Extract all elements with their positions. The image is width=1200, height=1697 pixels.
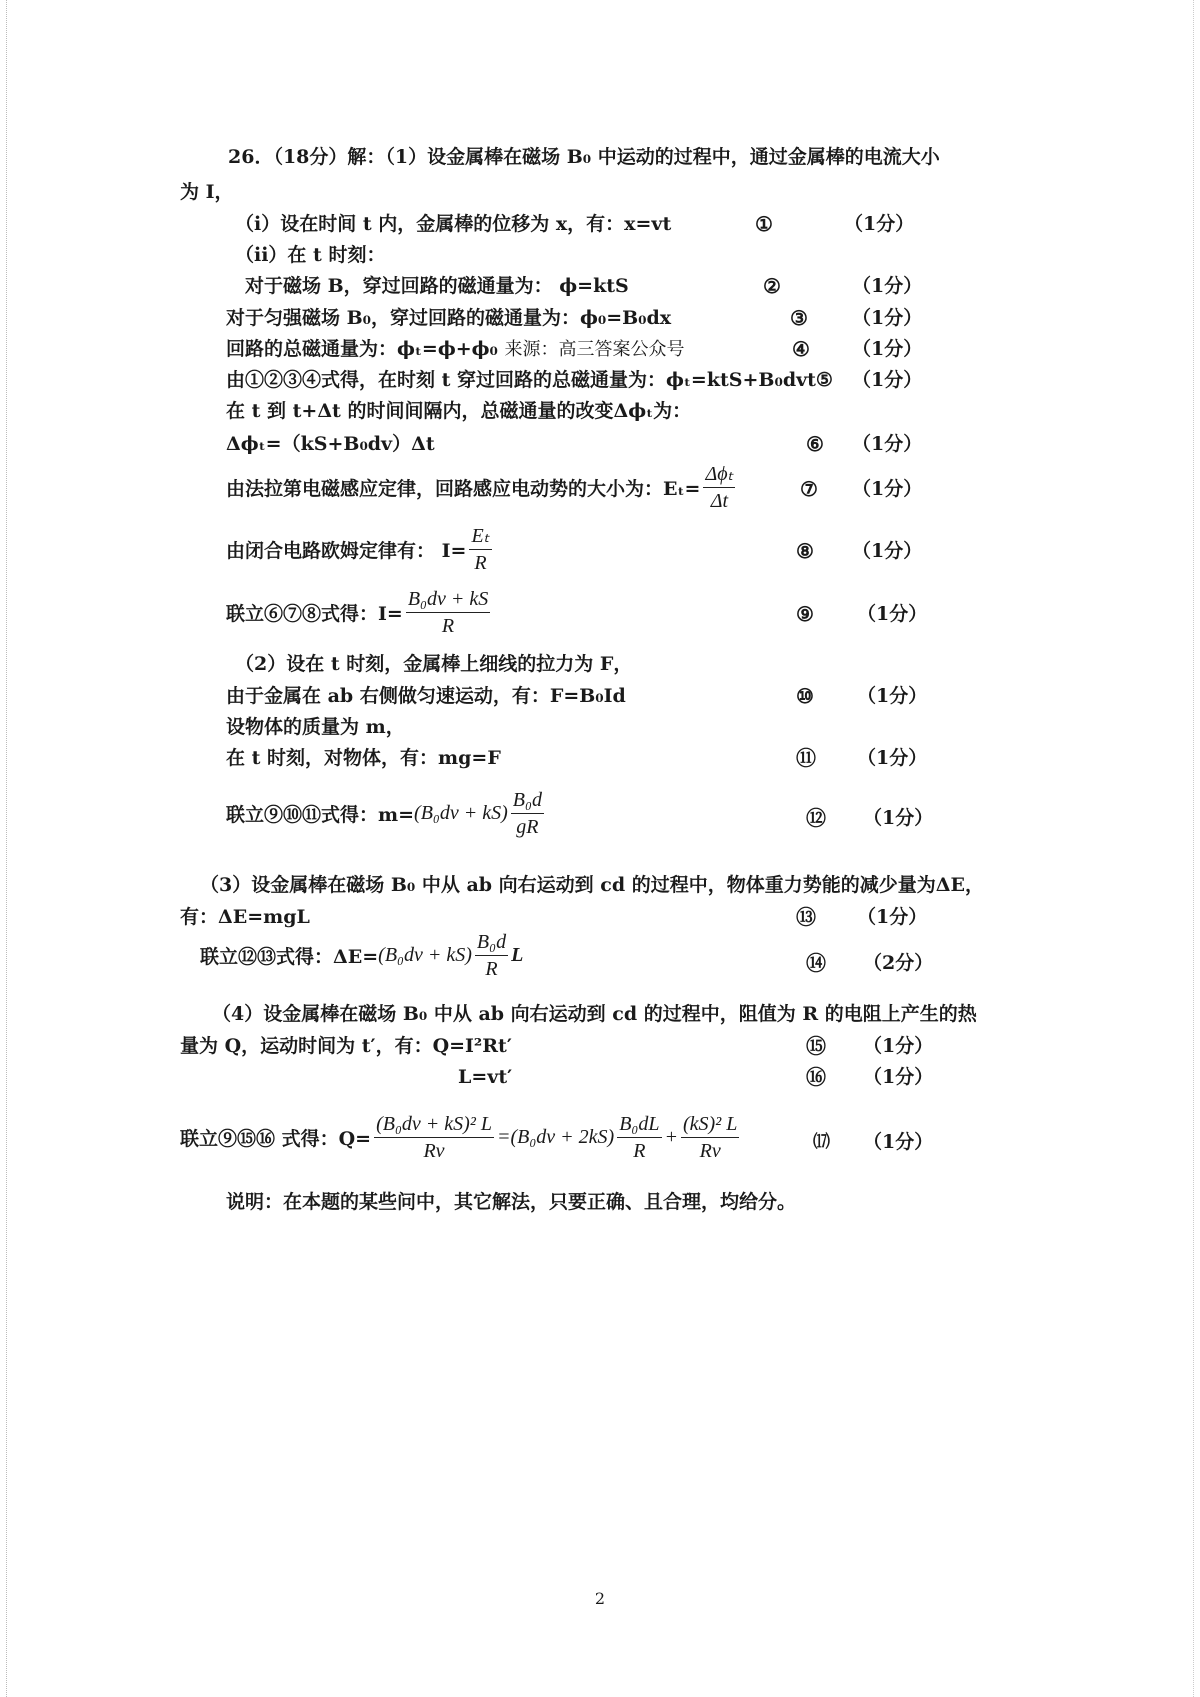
marker-8: ⑧: [796, 539, 814, 563]
part-4-intro: （4）设金属棒在磁场 B₀ 中从 ab 向右运动到 cd 的过程中，阻值为 R 的电阻上产生的热: [212, 1003, 977, 1025]
step-ii: （ii）在 t 时刻：: [235, 244, 386, 266]
energy-result-line: [200, 930, 523, 981]
score-14: （2分）: [863, 952, 934, 974]
marker-16: ⑯: [806, 1065, 826, 1089]
score-8: （1分）: [852, 540, 923, 562]
ohm-den: R: [474, 552, 487, 574]
problem-header: 26．（18分）解：（1）设金属棒在磁场 B₀ 中运动的过程中，通过金属棒的电流大小: [228, 146, 940, 168]
part-2-intro: （2）设在 t 时刻，金属棒上细线的拉力为 F，: [235, 653, 633, 675]
mass-den: gR: [516, 816, 539, 838]
page-number: 2: [594, 1589, 606, 1608]
marker-6: ⑥: [806, 432, 824, 456]
current-line: [226, 587, 493, 638]
heat-plus: +: [664, 1126, 678, 1148]
emf-den: Δt: [710, 490, 729, 512]
heat-fraction-a: [374, 1112, 494, 1163]
ohm-line: [226, 524, 495, 575]
uniform-motion-line: 由于金属在 ab 右侧做匀速运动，有：F=B₀Id: [226, 685, 626, 707]
score-3: （1分）: [852, 307, 923, 329]
note-line: 说明：在本题的某些问中，其它解法，只要正确、且合理，均给分。: [226, 1191, 797, 1213]
marker-12: ⑫: [806, 806, 826, 830]
current-text: 联立⑥⑦⑧式得：I=: [226, 603, 403, 625]
mass-num: B₀d: [511, 788, 544, 814]
score-4: （1分）: [852, 338, 923, 360]
total-flux-text: 回路的总磁通量为：ϕₜ=ϕ+ϕ₀: [226, 338, 498, 360]
flux-b-line: 对于磁场 B，穿过回路的磁通量为： ϕ=ktS: [245, 275, 629, 297]
score-13: （1分）: [857, 906, 928, 928]
page-left-edge: [6, 0, 7, 1697]
energy-num: B₀d: [475, 930, 508, 956]
score-12: （1分）: [863, 807, 934, 829]
score-7: （1分）: [852, 478, 923, 500]
heat-a-den: Rv: [423, 1140, 445, 1162]
heat-a-num: (B₀dv + kS)² L: [374, 1112, 494, 1138]
flux-change-intro: 在 t 到 t+Δt 的时间间隔内，总磁通量的改变Δϕₜ为：: [226, 400, 692, 422]
energy-fraction: [475, 930, 508, 981]
ohm-fraction: [469, 524, 491, 575]
distance-line: L=vt′: [458, 1066, 513, 1088]
mass-result-pre: (B₀dv + kS): [414, 802, 508, 824]
marker-1: ①: [755, 212, 773, 236]
marker-7: ⑦: [800, 477, 818, 501]
score-11: （1分）: [857, 747, 928, 769]
score-6: （1分）: [852, 433, 923, 455]
faraday-text: 由法拉第电磁感应定律，回路感应电动势的大小为：Eₜ=: [226, 478, 701, 500]
marker-11: ⑪: [796, 746, 816, 770]
emf-num: Δϕₜ: [703, 462, 735, 488]
score-1: （1分）: [844, 213, 915, 235]
heat-b-num: B₀dL: [617, 1112, 661, 1138]
marker-3: ③: [790, 306, 808, 330]
mass-fraction: [511, 788, 544, 839]
energy-result-text: 联立⑫⑬式得：ΔE=: [200, 946, 379, 968]
header-continuation: 为 I，: [180, 181, 234, 203]
flux-b0-line: 对于匀强磁场 B₀，穿过回路的磁通量为：ϕ₀=B₀dx: [226, 307, 672, 329]
marker-10: ⑩: [796, 684, 814, 708]
score-15: （1分）: [863, 1035, 934, 1057]
marker-2: ②: [763, 274, 781, 298]
marker-4: ④: [792, 337, 810, 361]
heat-b-den: R: [633, 1140, 646, 1162]
flux-change-eq: Δϕₜ=（kS+B₀dv）Δt: [226, 433, 435, 455]
mass-result-text: 联立⑨⑩⑪式得：m=: [226, 804, 415, 826]
heat-result-text: 联立⑨⑮⑯ 式得：Q=: [180, 1128, 372, 1150]
total-flux-line: [226, 336, 685, 363]
marker-17: ⒄: [813, 1132, 830, 1152]
score-16: （1分）: [863, 1066, 934, 1088]
score-10: （1分）: [857, 685, 928, 707]
mass-line: 设物体的质量为 m，: [226, 716, 405, 738]
mass-result-line: [226, 788, 547, 839]
energy-result-post: L: [511, 944, 524, 966]
heat-c-den: Rv: [699, 1140, 721, 1162]
marker-9: ⑨: [796, 602, 814, 626]
energy-result-pre: (B₀dv + kS): [378, 944, 472, 966]
ohm-text: 由闭合电路欧姆定律有： I=: [226, 540, 467, 562]
heat-c-num: (kS)² L: [681, 1112, 739, 1138]
part-3-intro: （3）设金属棒在磁场 B₀ 中从 ab 向右运动到 cd 的过程中，物体重力势能的减少量为ΔE，: [200, 874, 984, 896]
marker-14: ⑭: [806, 951, 826, 975]
current-num: B₀dv + kS: [406, 587, 490, 613]
score-17: （1分）: [863, 1131, 934, 1153]
page-right-edge: [1193, 0, 1194, 1697]
mg-line: 在 t 时刻，对物体，有：mg=F: [226, 747, 501, 769]
marker-13: ⑬: [796, 905, 816, 929]
current-den: R: [441, 615, 455, 637]
heat-mid: =(B₀dv + 2kS): [496, 1126, 615, 1148]
marker-15: ⑮: [806, 1034, 826, 1058]
source-note: 来源：高三答案公众号: [504, 339, 685, 360]
heat-fraction-c: [681, 1112, 739, 1163]
current-fraction: [406, 587, 490, 638]
total-flux-derived-line: 由①②③④式得，在时刻 t 穿过回路的总磁通量为：ϕₜ=ktS+B₀dvt⑤: [226, 369, 833, 391]
heat-result-line: [180, 1112, 742, 1163]
emf-fraction: [703, 462, 735, 513]
energy-den: R: [485, 958, 498, 980]
ohm-num: Eₜ: [469, 524, 491, 550]
heat-line: 量为 Q，运动时间为 t′，有：Q=I²Rt′: [180, 1035, 512, 1057]
faraday-line: [226, 462, 738, 513]
score-5: （1分）: [852, 369, 923, 391]
score-9: （1分）: [857, 603, 928, 625]
score-2: （1分）: [852, 275, 923, 297]
heat-fraction-b: [617, 1112, 661, 1163]
step-i: （i）设在时间 t 内，金属棒的位移为 x，有：x=vt: [235, 213, 672, 235]
energy-line: 有：ΔE=mgL: [180, 906, 310, 928]
